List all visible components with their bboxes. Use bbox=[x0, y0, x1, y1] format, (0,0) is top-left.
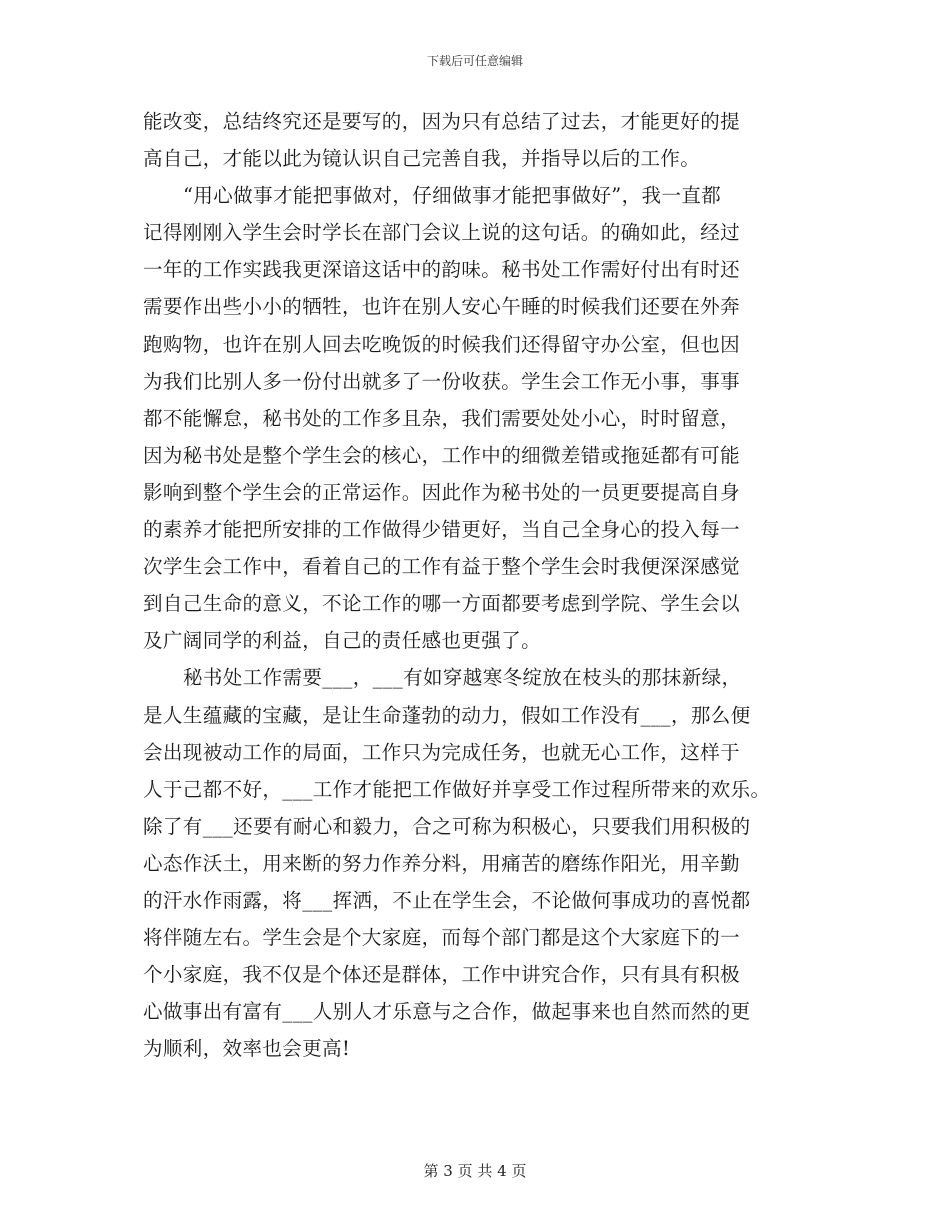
text-line: 高自己，才能以此为镜认识自己完善自我，并指导以后的工作。 bbox=[143, 147, 701, 171]
text-line: 为顺利，效率也会更高! bbox=[143, 1037, 351, 1061]
text-line: 及广阔同学的利益，自己的责任感也更强了。 bbox=[143, 629, 542, 653]
text-line: 个小家庭，我不仅是个体还是群体，工作中讲究合作，只有具有积极 bbox=[143, 963, 741, 987]
paragraph-start-line: “用心做事才能把事做对，仔细做事才能把事做好”，我一直都 bbox=[183, 184, 722, 208]
text-line: 需要作出些小小的牺牲，也许在别人安心午睡的时候我们还要在外奔 bbox=[143, 295, 741, 319]
text-line: 能改变，总结终究还是要写的，因为只有总结了过去，才能更好的提 bbox=[143, 110, 741, 133]
document-body bbox=[143, 103, 815, 1067]
paragraph-start-line: 秘书处工作需要___，___有如穿越寒冬绽放在枝头的那抹新绿， bbox=[183, 666, 742, 690]
text-line: 的素养才能把所安排的工作做得少错更好，当自己全身心的投入每一 bbox=[143, 518, 741, 542]
text-line: 心态作沃土，用来断的努力作养分料，用痛苦的磨练作阳光，用辛勤 bbox=[143, 851, 741, 875]
text-line: 因为秘书处是整个学生会的核心，工作中的细微差错或拖延都有可能 bbox=[143, 443, 741, 467]
text-line: 将伴随左右。学生会是个大家庭，而每个部门都是这个大家庭下的一 bbox=[143, 926, 741, 950]
text-line: 次学生会工作中，看着自己的工作有益于整个学生会时我便深深感觉 bbox=[143, 555, 741, 579]
text-line: 为我们比别人多一份付出就多了一份收获。学生会工作无小事，事事 bbox=[143, 369, 741, 393]
text-line: 到自己生命的意义，不论工作的哪一方面都要考虑到学院、学生会以 bbox=[143, 592, 741, 616]
text-line: 一年的工作实践我更深谙这话中的韵味。秘书处工作需好付出有时还 bbox=[143, 258, 741, 282]
text-line: 都不能懈怠，秘书处的工作多且杂，我们需要处处小心，时时留意， bbox=[143, 406, 741, 430]
text-line: 影响到整个学生会的正常运作。因此作为秘书处的一员更要提高自身 bbox=[143, 480, 741, 504]
text-line: 人于己都不好，___工作才能把工作做好并享受工作过程所带来的欢乐。 bbox=[143, 777, 771, 801]
text-line: 跑购物，也许在别人回去吃晚饭的时候我们还得留守办公室，但也因 bbox=[143, 332, 741, 356]
text-line: 会出现被动工作的局面，工作只为完成任务，也就无心工作，这样于 bbox=[143, 740, 741, 764]
page-header: 下载后可任意编辑 bbox=[426, 54, 523, 68]
text-line: 是人生蕴藏的宝藏，是让生命蓬勃的动力，假如工作没有___，那么便 bbox=[143, 703, 751, 727]
text-line: 的汗水作雨露，将___挥洒，不止在学生会，不论做何事成功的喜悦都 bbox=[143, 888, 751, 912]
text-line: 心做事出有富有___人别人才乐意与之合作，做起事来也自然而然的更 bbox=[143, 1000, 751, 1024]
page-number-footer: 第 3 页 共 4 页 bbox=[423, 1162, 527, 1180]
text-line: 除了有___还要有耐心和毅力，合之可称为积极心，只要我们用积极的 bbox=[143, 814, 751, 838]
text-line: 记得刚刚入学生会时学长在部门会议上说的这句话。的确如此，经过 bbox=[143, 221, 741, 245]
